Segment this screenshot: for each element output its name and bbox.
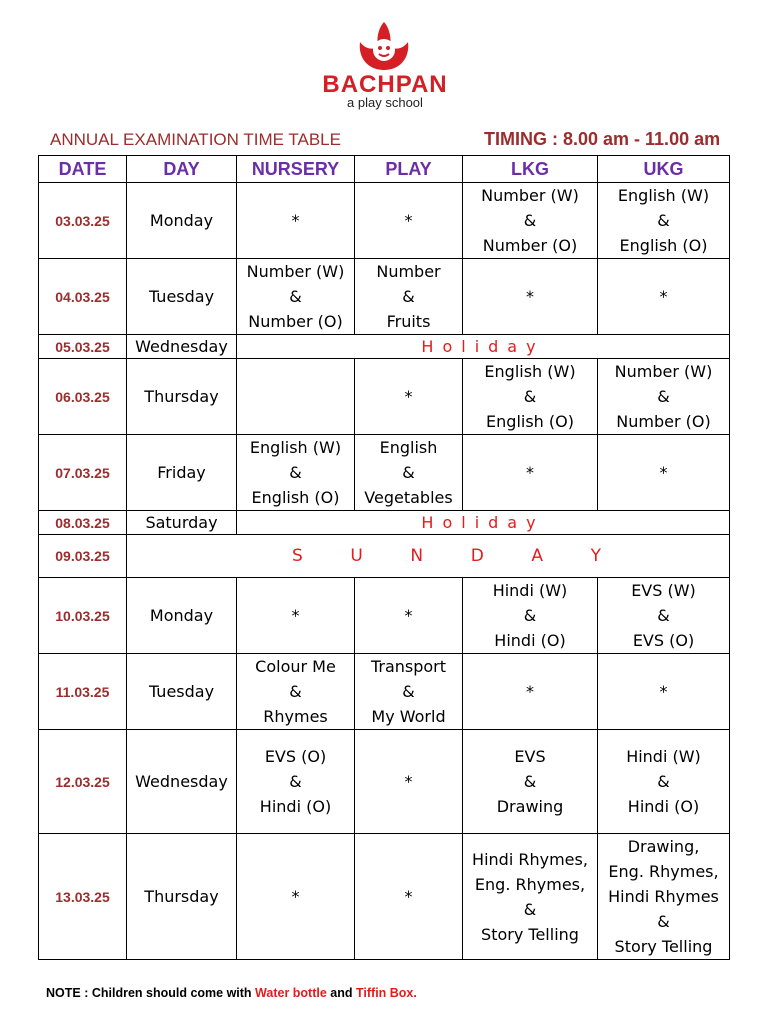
day-cell: Tuesday [127,654,237,730]
play-subject-cell [355,578,463,654]
subject-line: Vegetables [364,488,453,507]
ukg-subject-cell [598,578,730,654]
holiday-cell: Holiday [237,511,730,535]
play-subject-cell [355,183,463,259]
col-header-day: DAY [127,156,237,183]
subject-line: EVS (O) [264,747,327,766]
nursery-subject-cell [237,435,355,511]
day-cell: Saturday [127,511,237,535]
subject-line: & [289,287,302,306]
subject-line: * [404,606,413,625]
subject-line: * [404,887,413,906]
play-subject-cell [355,359,463,435]
lkg-subject-cell [463,834,598,960]
subject-line: * [526,463,534,482]
subject-line: & [657,387,670,406]
subject-line: English (W) [484,362,576,381]
lkg-subject-cell [463,654,598,730]
play-subject-cell [355,834,463,960]
date-cell: 05.03.25 [39,335,127,359]
day-cell: Thursday [127,834,237,960]
subject-line: * [404,772,413,791]
lkg-subject-cell [463,578,598,654]
subject-line: EVS [514,747,546,766]
ukg-subject-cell [598,183,730,259]
date-cell: 04.03.25 [39,259,127,335]
subject-line: & [657,912,670,931]
nursery-subject-cell [237,259,355,335]
subject-line: My World [371,707,446,726]
subject-line: Number [376,262,441,281]
nursery-subject-cell [237,834,355,960]
date-cell: 06.03.25 [39,359,127,435]
day-cell: Wednesday [127,335,237,359]
subject-line: & [523,899,537,919]
brand-tagline: a play school [347,95,423,110]
subject-line: Transport [370,657,447,676]
subject-line: * [291,211,300,230]
note-water-bottle: Water bottle [255,986,327,1000]
subject-line: Eng. Rhymes, [608,862,719,881]
subject-line: * [404,387,413,406]
subject-line: Number (O) [248,312,343,331]
subject-line: Hindi (W) [626,747,701,766]
table-row [39,183,730,259]
col-header-ukg: UKG [598,156,730,183]
day-cell: Wednesday [127,730,237,834]
subject-line: * [526,682,534,701]
subject-line: Number (W) [246,262,345,281]
subject-line: * [659,463,668,482]
ukg-subject-cell [598,259,730,335]
day-cell: Monday [127,578,237,654]
footer-note [46,985,417,1001]
subject-line: * [291,887,300,906]
lkg-subject-cell [463,259,598,335]
subject-line: Rhymes [263,707,328,726]
table-row [39,435,730,511]
play-subject-cell [355,730,463,834]
ukg-subject-cell [598,834,730,960]
nursery-subject-cell [237,730,355,834]
subject-line: & [657,606,670,625]
table-row [39,654,730,730]
ukg-subject-cell [598,435,730,511]
brand-name: BACHPAN [322,71,448,98]
subject-line: Number (W) [481,186,579,205]
subject-line: * [404,211,413,230]
lkg-subject-cell [463,359,598,435]
page-title: ANNUAL EXAMINATION TIME TABLE [50,130,341,149]
sunday-letter: D [470,546,484,566]
subject-line: English (O) [619,236,708,255]
subject-line: & [657,211,670,230]
table-row [39,578,730,654]
subject-line: Hindi Rhymes, [472,849,588,869]
day-cell: Friday [127,435,237,511]
table-row [39,535,730,578]
subject-line: & [523,387,537,406]
bachpan-logo-icon [354,20,414,72]
lkg-subject-cell [463,435,598,511]
subject-line: EVS (O) [632,631,695,650]
subject-line: Hindi (O) [627,797,700,816]
subject-line: & [289,463,302,482]
subject-line: English (O) [251,488,340,507]
ukg-subject-cell [598,654,730,730]
subject-line: Fruits [386,312,431,331]
subject-line: & [657,772,670,791]
date-cell: 10.03.25 [39,578,127,654]
subject-line: & [523,211,537,230]
sunday-letter: U [350,546,363,566]
play-subject-cell [355,435,463,511]
play-subject-cell [355,259,463,335]
ukg-subject-cell [598,730,730,834]
subject-line: Hindi (O) [259,797,332,816]
date-cell: 11.03.25 [39,654,127,730]
col-header-date: DATE [39,156,127,183]
subject-line: * [526,287,534,306]
sunday-letter: N [410,546,424,566]
date-cell: 07.03.25 [39,435,127,511]
nursery-subject-cell [237,578,355,654]
note-tiffin-box: Tiffin Box. [355,986,417,1000]
subject-line: English (W) [617,186,710,205]
subject-line: Story Telling [614,937,713,956]
date-cell: 09.03.25 [39,535,127,578]
subject-line: Eng. Rhymes, [474,874,586,894]
subject-line: English (W) [249,438,342,457]
subject-line: * [659,287,668,306]
subject-line: Drawing [496,797,564,816]
sunday-letter: A [531,546,544,566]
table-row [39,834,730,960]
table-row [39,259,730,335]
subject-line: * [291,606,300,625]
date-cell: 13.03.25 [39,834,127,960]
lkg-subject-cell [463,183,598,259]
sunday-letters [127,546,729,566]
table-row [39,511,730,535]
col-header-lkg: LKG [463,156,598,183]
table-row [39,359,730,435]
subject-line: & [523,606,537,625]
subject-line: Hindi Rhymes [608,887,719,906]
play-subject-cell [355,654,463,730]
day-cell: Thursday [127,359,237,435]
ukg-subject-cell [598,359,730,435]
subject-line: Hindi (W) [492,581,568,600]
subject-line: & [402,287,415,306]
col-header-nursery: NURSERY [237,156,355,183]
subject-line: Hindi (O) [494,631,566,650]
day-cell: Tuesday [127,259,237,335]
subject-line: Number (W) [614,362,713,381]
subject-line: & [402,682,415,701]
subject-line: & [402,463,415,482]
col-header-play: PLAY [355,156,463,183]
nursery-subject-cell [237,654,355,730]
table-row [39,335,730,359]
timetable [38,155,730,960]
nursery-subject-cell [237,183,355,259]
subject-line: Colour Me [255,657,336,676]
subject-line: * [659,682,668,701]
day-cell: Monday [127,183,237,259]
subject-line: & [523,772,537,791]
note-text: NOTE : Children should come with [46,986,256,1000]
date-cell: 12.03.25 [39,730,127,834]
holiday-cell: Holiday [237,335,730,359]
subject-line: Drawing, [627,837,700,856]
subject-line: English (O) [486,412,574,431]
sunday-letter: Y [590,546,601,566]
subject-line: & [289,772,302,791]
sunday-letter: S [292,546,303,566]
subject-line: & [289,682,302,701]
nursery-subject-cell [237,359,355,435]
date-cell: 08.03.25 [39,511,127,535]
subject-line: Number (O) [616,412,711,431]
note-and: and [326,986,356,1000]
subject-line: Story Telling [481,924,579,944]
header-row [39,156,730,183]
subject-line: EVS (W) [631,581,696,600]
lkg-subject-cell [463,730,598,834]
subject-line: English [379,438,438,457]
subject-line: Number (O) [482,236,578,255]
date-cell: 03.03.25 [39,183,127,259]
sunday-cell [127,535,730,578]
exam-timing: TIMING : 8.00 am - 11.00 am [484,129,721,149]
table-row [39,730,730,834]
